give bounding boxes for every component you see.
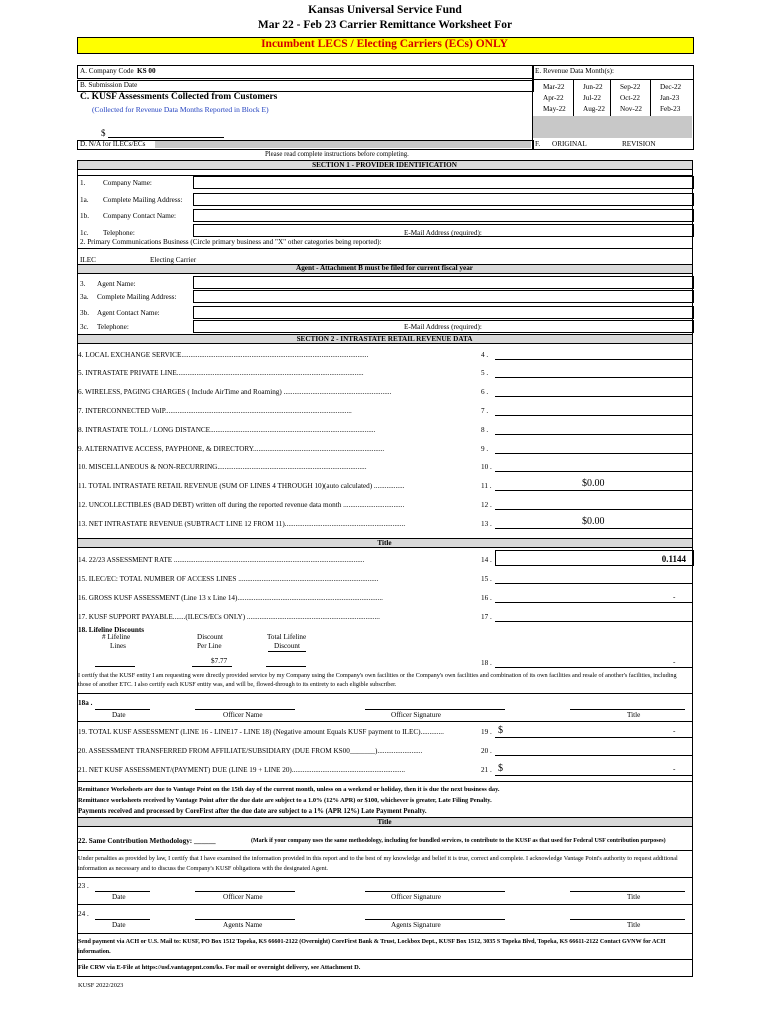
revision-checkbox[interactable]: REVISION xyxy=(622,140,656,148)
18a-officer-name-input[interactable] xyxy=(195,709,295,710)
agent-contact-label: Agent Contact Name: xyxy=(97,309,160,317)
line17-input[interactable] xyxy=(495,621,692,622)
revenue-month-dec-22[interactable]: Dec-22 xyxy=(660,83,682,91)
18a-officer-name-label: Officer Name xyxy=(223,711,263,719)
kusf-collected-input[interactable] xyxy=(108,137,224,138)
revenue-month-apr-22[interactable]: Apr-22 xyxy=(543,94,564,102)
months-divider xyxy=(532,79,693,80)
line21-currency: $ xyxy=(498,763,503,774)
revenue-month-feb-23[interactable]: Feb-23 xyxy=(660,105,681,113)
line12-input[interactable] xyxy=(495,509,692,510)
late-filing-note: Remittance worksheets received by Vantage Point after the due date are subject to a 1.0% (12% APR) or $100, whichever is greater, Late Filing Penalty. xyxy=(78,797,492,804)
line11-input xyxy=(495,490,692,491)
total-lifeline-h2: Discount xyxy=(274,642,300,650)
line23-num: 23 . xyxy=(78,882,89,890)
lifeline-lines-input[interactable] xyxy=(95,666,135,667)
kusf-collected-subtitle: (Collected for Revenue Data Months Reported in Block E) xyxy=(92,105,269,114)
line13-label: 13. NET INTRASTATE REVENUE (SUBTRACT LINE 12 FROM 11)................................................................... xyxy=(78,521,406,528)
line12-num: 12 . xyxy=(481,501,492,509)
revenue-month-mar-22[interactable]: Mar-22 xyxy=(543,83,565,91)
company-name-label: Company Name: xyxy=(103,179,152,187)
18a-title-input[interactable] xyxy=(570,709,685,710)
line8-num: 8 . xyxy=(481,426,489,434)
instructions-note: Please read complete instructions before completing. xyxy=(265,151,409,158)
23-officer-name-label: Officer Name xyxy=(223,893,263,901)
line13-input xyxy=(495,528,692,529)
s3-notes-border xyxy=(77,781,692,782)
agent-address-input[interactable] xyxy=(193,290,694,303)
mailing-address-label: Complete Mailing Address: xyxy=(103,196,183,204)
company-code-label: A. Company Code xyxy=(80,67,134,75)
line7-input[interactable] xyxy=(495,415,692,416)
line6-input[interactable] xyxy=(495,396,692,397)
line21-value: - xyxy=(673,765,676,773)
title-line-1: Kansas Universal Service Fund xyxy=(308,4,462,16)
line18-value: - xyxy=(673,658,676,666)
months-gray-area xyxy=(533,116,692,138)
submission-date-field[interactable] xyxy=(77,80,534,92)
line4-input[interactable] xyxy=(495,359,692,360)
months-col-divider xyxy=(650,80,651,116)
line21-label: 21. NET KUSF ASSESSMENT/(PAYMENT) DUE (LINE 19 + LINE 20)............................................................... xyxy=(78,766,406,774)
revenue-months-label: E. Revenue Data Month(s): xyxy=(535,67,615,75)
agent-address-label: Complete Mailing Address: xyxy=(97,293,177,301)
months-col-divider xyxy=(610,80,611,116)
line13-value: $0.00 xyxy=(582,516,605,527)
agent-telephone-label: Telephone: xyxy=(97,323,129,331)
discount-per-input xyxy=(192,666,232,667)
line15-input[interactable] xyxy=(495,583,692,584)
na-label: D. N/A for ILECs/ECs xyxy=(80,140,146,148)
title-line-3: Incumbent LECS / Electing Carriers (ECs) ONLY xyxy=(261,38,508,50)
kusf-collected-title: C. KUSF Assessments Collected from Customers xyxy=(80,92,278,102)
discount-per-h1: Discount xyxy=(197,633,223,641)
revenue-month-oct-22[interactable]: Oct-22 xyxy=(620,94,640,102)
s4-border-4 xyxy=(77,933,692,934)
line8-label: 8. INTRASTATE TOLL / LONG DISTANCE............................................................................................ xyxy=(78,427,376,434)
line3-num: 3. xyxy=(80,280,86,288)
24-date-input[interactable] xyxy=(95,919,150,920)
ilec-option[interactable]: ILEC xyxy=(80,256,96,264)
s4-border-5 xyxy=(77,959,692,960)
line4-label: 4. LOCAL EXCHANGE SERVICE........................................................................................................ xyxy=(78,352,369,359)
lifeline-lines-h1: # Lifeline xyxy=(102,633,131,641)
line14-num: 14 . xyxy=(481,556,492,564)
line18-label: 18. Lifeline Discounts xyxy=(78,626,145,634)
line3b-num: 3b. xyxy=(80,309,89,317)
agent-note: Agent - Attachment B must be filed for current fiscal year xyxy=(296,264,473,272)
s4-border-3 xyxy=(77,904,692,905)
line19-num: 19 . xyxy=(481,728,492,736)
due-date-note: Remittance Worksheets are due to Vantage Point on the 15th day of the current month, unless on a weekend or holiday, then it is due the next business day. xyxy=(78,786,500,793)
contact-name-label: Company Contact Name: xyxy=(103,212,177,220)
line16-label: 16. GROSS KUSF ASSESSMENT (Line 13 x Line 14)................................................................................. xyxy=(78,594,383,602)
24-title-input[interactable] xyxy=(570,919,685,920)
s4-border-1 xyxy=(77,850,692,851)
18a-title-label: Title xyxy=(627,711,641,719)
line16-num: 16 . xyxy=(481,594,492,602)
24-title-label: Title xyxy=(627,921,641,929)
line4-num: 4 . xyxy=(481,351,489,359)
line7-num: 7 . xyxy=(481,407,489,415)
line1a-num: 1a. xyxy=(80,196,89,204)
contact-name-input[interactable] xyxy=(193,209,694,222)
18a-date-input[interactable] xyxy=(95,709,150,710)
line15-label: 15. ILEC/EC: TOTAL NUMBER OF ACCESS LINES .............................................................................. xyxy=(78,575,379,583)
line1b-num: 1b. xyxy=(80,212,89,220)
section2-header: SECTION 2 - INTRASTATE RETAIL REVENUE DATA xyxy=(77,334,692,344)
line20-label: 20. ASSESSMENT TRANSFERRED FROM AFFILIATE/SUBSIDIARY (DUE FROM KS00_______)......................... xyxy=(78,747,423,755)
18a-border xyxy=(77,721,692,722)
line1c-num: 1c. xyxy=(80,229,89,237)
s1-row-border-2 xyxy=(77,248,692,249)
line19-input xyxy=(495,737,692,738)
24-agent-sig-label: Agents Signature xyxy=(391,921,441,929)
lifeline-lines-h2: Lines xyxy=(110,642,126,650)
line10-label: 10. MISCELLANEOUS & NON-RECURRING................................................................................... xyxy=(78,464,367,471)
line3a-num: 3a. xyxy=(80,293,89,301)
total-lifeline-input xyxy=(266,666,306,667)
line5-num: 5 . xyxy=(481,369,489,377)
discount-per-h2: Per Line xyxy=(197,642,222,650)
agent-contact-input[interactable] xyxy=(193,306,694,319)
line20-num: 20 . xyxy=(481,747,492,755)
late-payment-note: Payments received and processed by CoreFirst after the due date are subject to a 1% (APR 12%) Late Payment Penalty. xyxy=(78,808,427,815)
line16-input xyxy=(495,602,692,603)
line7-label: 7. INTERCONNECTED VoIP........................................................................................................ xyxy=(78,408,352,415)
certify-border xyxy=(77,693,692,694)
23-title-label: Title xyxy=(627,893,641,901)
line16-value: - xyxy=(673,593,676,601)
24-agent-name-input[interactable] xyxy=(195,919,295,920)
line9-input[interactable] xyxy=(495,453,692,454)
send-payment-text: Send payment via ACH or U.S. Mail to: KUSF, PO Box 1512 Topeka, KS 66601-2122 (Overnight) CoreFirst Bank & Trust, Lockbox Dept., KUSF Box 1512, 3035 S Topeka Blvd, Topeka, KS 66611-2122 Contact GVNW for ACH information. xyxy=(78,939,666,955)
revenue-month-nov-22[interactable]: Nov-22 xyxy=(620,105,642,113)
line21-num: 21 . xyxy=(481,766,492,774)
line18-input xyxy=(495,667,692,668)
23-officer-sig-label: Officer Signature xyxy=(391,893,441,901)
line10-num: 10 . xyxy=(481,463,492,471)
line20-input[interactable] xyxy=(495,755,692,756)
23-officer-sig-input[interactable] xyxy=(365,891,505,892)
s4-border-2 xyxy=(77,877,692,878)
line11-label: 11. TOTAL INTRASTATE RETAIL REVENUE (SUM OF LINES 4 THROUGH 10)(auto calculated) ................. xyxy=(78,483,405,490)
revenue-month-sep-22[interactable]: Sep-22 xyxy=(620,83,641,91)
line17-label: 17. KUSF SUPPORT PAYABLE.......(ILECS/ECs ONLY) .......................................................................... xyxy=(78,613,380,621)
electing-carrier-option[interactable]: Electing Carrier xyxy=(150,256,197,264)
line19-currency: $ xyxy=(498,725,503,736)
18a-officer-sig-label: Officer Signature xyxy=(391,711,441,719)
agent-name-input[interactable] xyxy=(193,276,694,289)
24-agent-name-label: Agents Name xyxy=(223,921,263,929)
line21-input xyxy=(495,775,692,776)
revenue-month-aug-22[interactable]: Aug-22 xyxy=(583,105,605,113)
business-type-label: 2. Primary Communications Business (Circle primary business and "X" other categories being reported): xyxy=(80,238,382,246)
section1-header: SECTION 1 - PROVIDER IDENTIFICATION xyxy=(77,160,692,170)
line12-label: 12. UNCOLLECTIBLES (BAD DEBT) written off during the reported revenue data month .................................. xyxy=(78,502,405,509)
total-lifeline-h1: Total Lifeline xyxy=(267,633,307,641)
section3-header: Title xyxy=(77,538,692,548)
kusf-collected-dollar: $ xyxy=(101,128,106,138)
agent-name-label: Agent Name: xyxy=(97,280,136,288)
email-label: E-Mail Address (required): xyxy=(404,229,482,237)
line3c-num: 3c. xyxy=(80,323,89,331)
line9-label: 9. ALTERNATIVE ACCESS, PAYPHONE, & DIRECTORY......................................................................... xyxy=(78,446,385,453)
line14-label: 14. 22/23 ASSESSMENT RATE .......................................................................................................... xyxy=(78,556,365,564)
original-checkbox[interactable]: ORIGINAL xyxy=(552,140,587,148)
frame-left xyxy=(77,160,78,977)
line6-label: 6. WIRELESS, PAGING CHARGES ( Include AirTime and Roaming) ............................................................ xyxy=(78,389,392,396)
months-col-divider xyxy=(573,80,574,116)
line9-num: 9 . xyxy=(481,445,489,453)
agent-email-label: E-Mail Address (required): xyxy=(404,323,482,331)
submission-date-label: B. Submission Date xyxy=(80,81,138,89)
line5-label: 5. INTRASTATE PRIVATE LINE........................................................................................................ xyxy=(78,370,364,377)
line18a-num: 18a . xyxy=(78,699,93,707)
line19-value: - xyxy=(673,727,676,735)
revenue-month-jul-22[interactable]: Jul-22 xyxy=(583,94,601,102)
telephone-label: Telephone: xyxy=(103,229,135,237)
line10-input[interactable] xyxy=(495,471,692,472)
total-lifeline-underline xyxy=(268,651,306,652)
f-label: F. xyxy=(535,140,541,148)
frame-right xyxy=(692,160,693,977)
company-code-value: KS 00 xyxy=(137,67,156,75)
na-gray-fill xyxy=(155,141,531,148)
line24-num: 24 . xyxy=(78,910,89,918)
24-agent-sig-input[interactable] xyxy=(365,919,505,920)
s4-border-6 xyxy=(77,976,692,977)
efile-text: File CRW via E-File at https://usf.vantagepnt.com/ks. For mail or overnight delivery, see Attachment D. xyxy=(78,964,361,971)
line8-input[interactable] xyxy=(495,434,692,435)
line11-value: $0.00 xyxy=(582,478,605,489)
line1-num: 1. xyxy=(80,179,86,187)
line5-input[interactable] xyxy=(495,377,692,378)
company-name-input[interactable] xyxy=(193,176,694,189)
line11-num: 11 . xyxy=(481,482,492,490)
line18-num: 18 . xyxy=(481,659,492,667)
23-officer-name-input[interactable] xyxy=(195,891,295,892)
certify-text: I certify that the KUSF entity I am requesting were directly provided service by my Company using the Company's own facilities or the Company's own facilities and combination of its own facilities and resale of another's facilities, including those of another ETC. I also certify each KUSF entity was, and will be, flowed-through to its entirety to each eligible subscriber. xyxy=(78,672,677,688)
revenue-month-jun-22[interactable]: Jun-22 xyxy=(583,83,603,91)
penalties-text: Under penalties as provided by law, I certify that I have examined the information provided in this report and to the best of my knowledge and belief it is true, correct and complete. I acknowledge Vantage Point's authority to request additional information as necessary and to discuss the Company's KUSF obligations with the designated Agent. xyxy=(78,855,678,872)
line13-num: 13 . xyxy=(481,520,492,528)
line22-label[interactable]: 22. Same Contribution Methodology: ______ xyxy=(78,837,216,845)
footer-form-id: KUSF 2022/2023 xyxy=(78,982,124,989)
mailing-address-input[interactable] xyxy=(193,193,694,206)
line17-num: 17 . xyxy=(481,613,492,621)
revenue-month-jan-23[interactable]: Jan-23 xyxy=(660,94,680,102)
discount-per-line-value: $7.77 xyxy=(211,657,228,665)
section4-header: Title xyxy=(77,817,692,827)
23-date-input[interactable] xyxy=(95,891,150,892)
line14-value: 0.1144 xyxy=(661,554,686,564)
24-date-label: Date xyxy=(112,921,126,929)
line19-label: 19. TOTAL KUSF ASSESSMENT (LINE 16 - LINE17 - LINE 18) (Negative amount Equals KUSF payment to ILEC)............. xyxy=(78,728,444,736)
title-line-2: Mar 22 - Feb 23 Carrier Remittance Worksheet For xyxy=(257,19,513,31)
23-title-input[interactable] xyxy=(570,891,685,892)
18a-date-label: Date xyxy=(112,711,126,719)
18a-officer-sig-input[interactable] xyxy=(365,709,505,710)
line6-num: 6 . xyxy=(481,388,489,396)
23-date-label: Date xyxy=(112,893,126,901)
revenue-month-may-22[interactable]: May-22 xyxy=(543,105,566,113)
line22-note: (Mark if your company uses the same methodology, including for bundled services, to contribute to the KUSF as that used for Federal USF contribution purposes) xyxy=(251,838,666,844)
line15-num: 15 . xyxy=(481,575,492,583)
